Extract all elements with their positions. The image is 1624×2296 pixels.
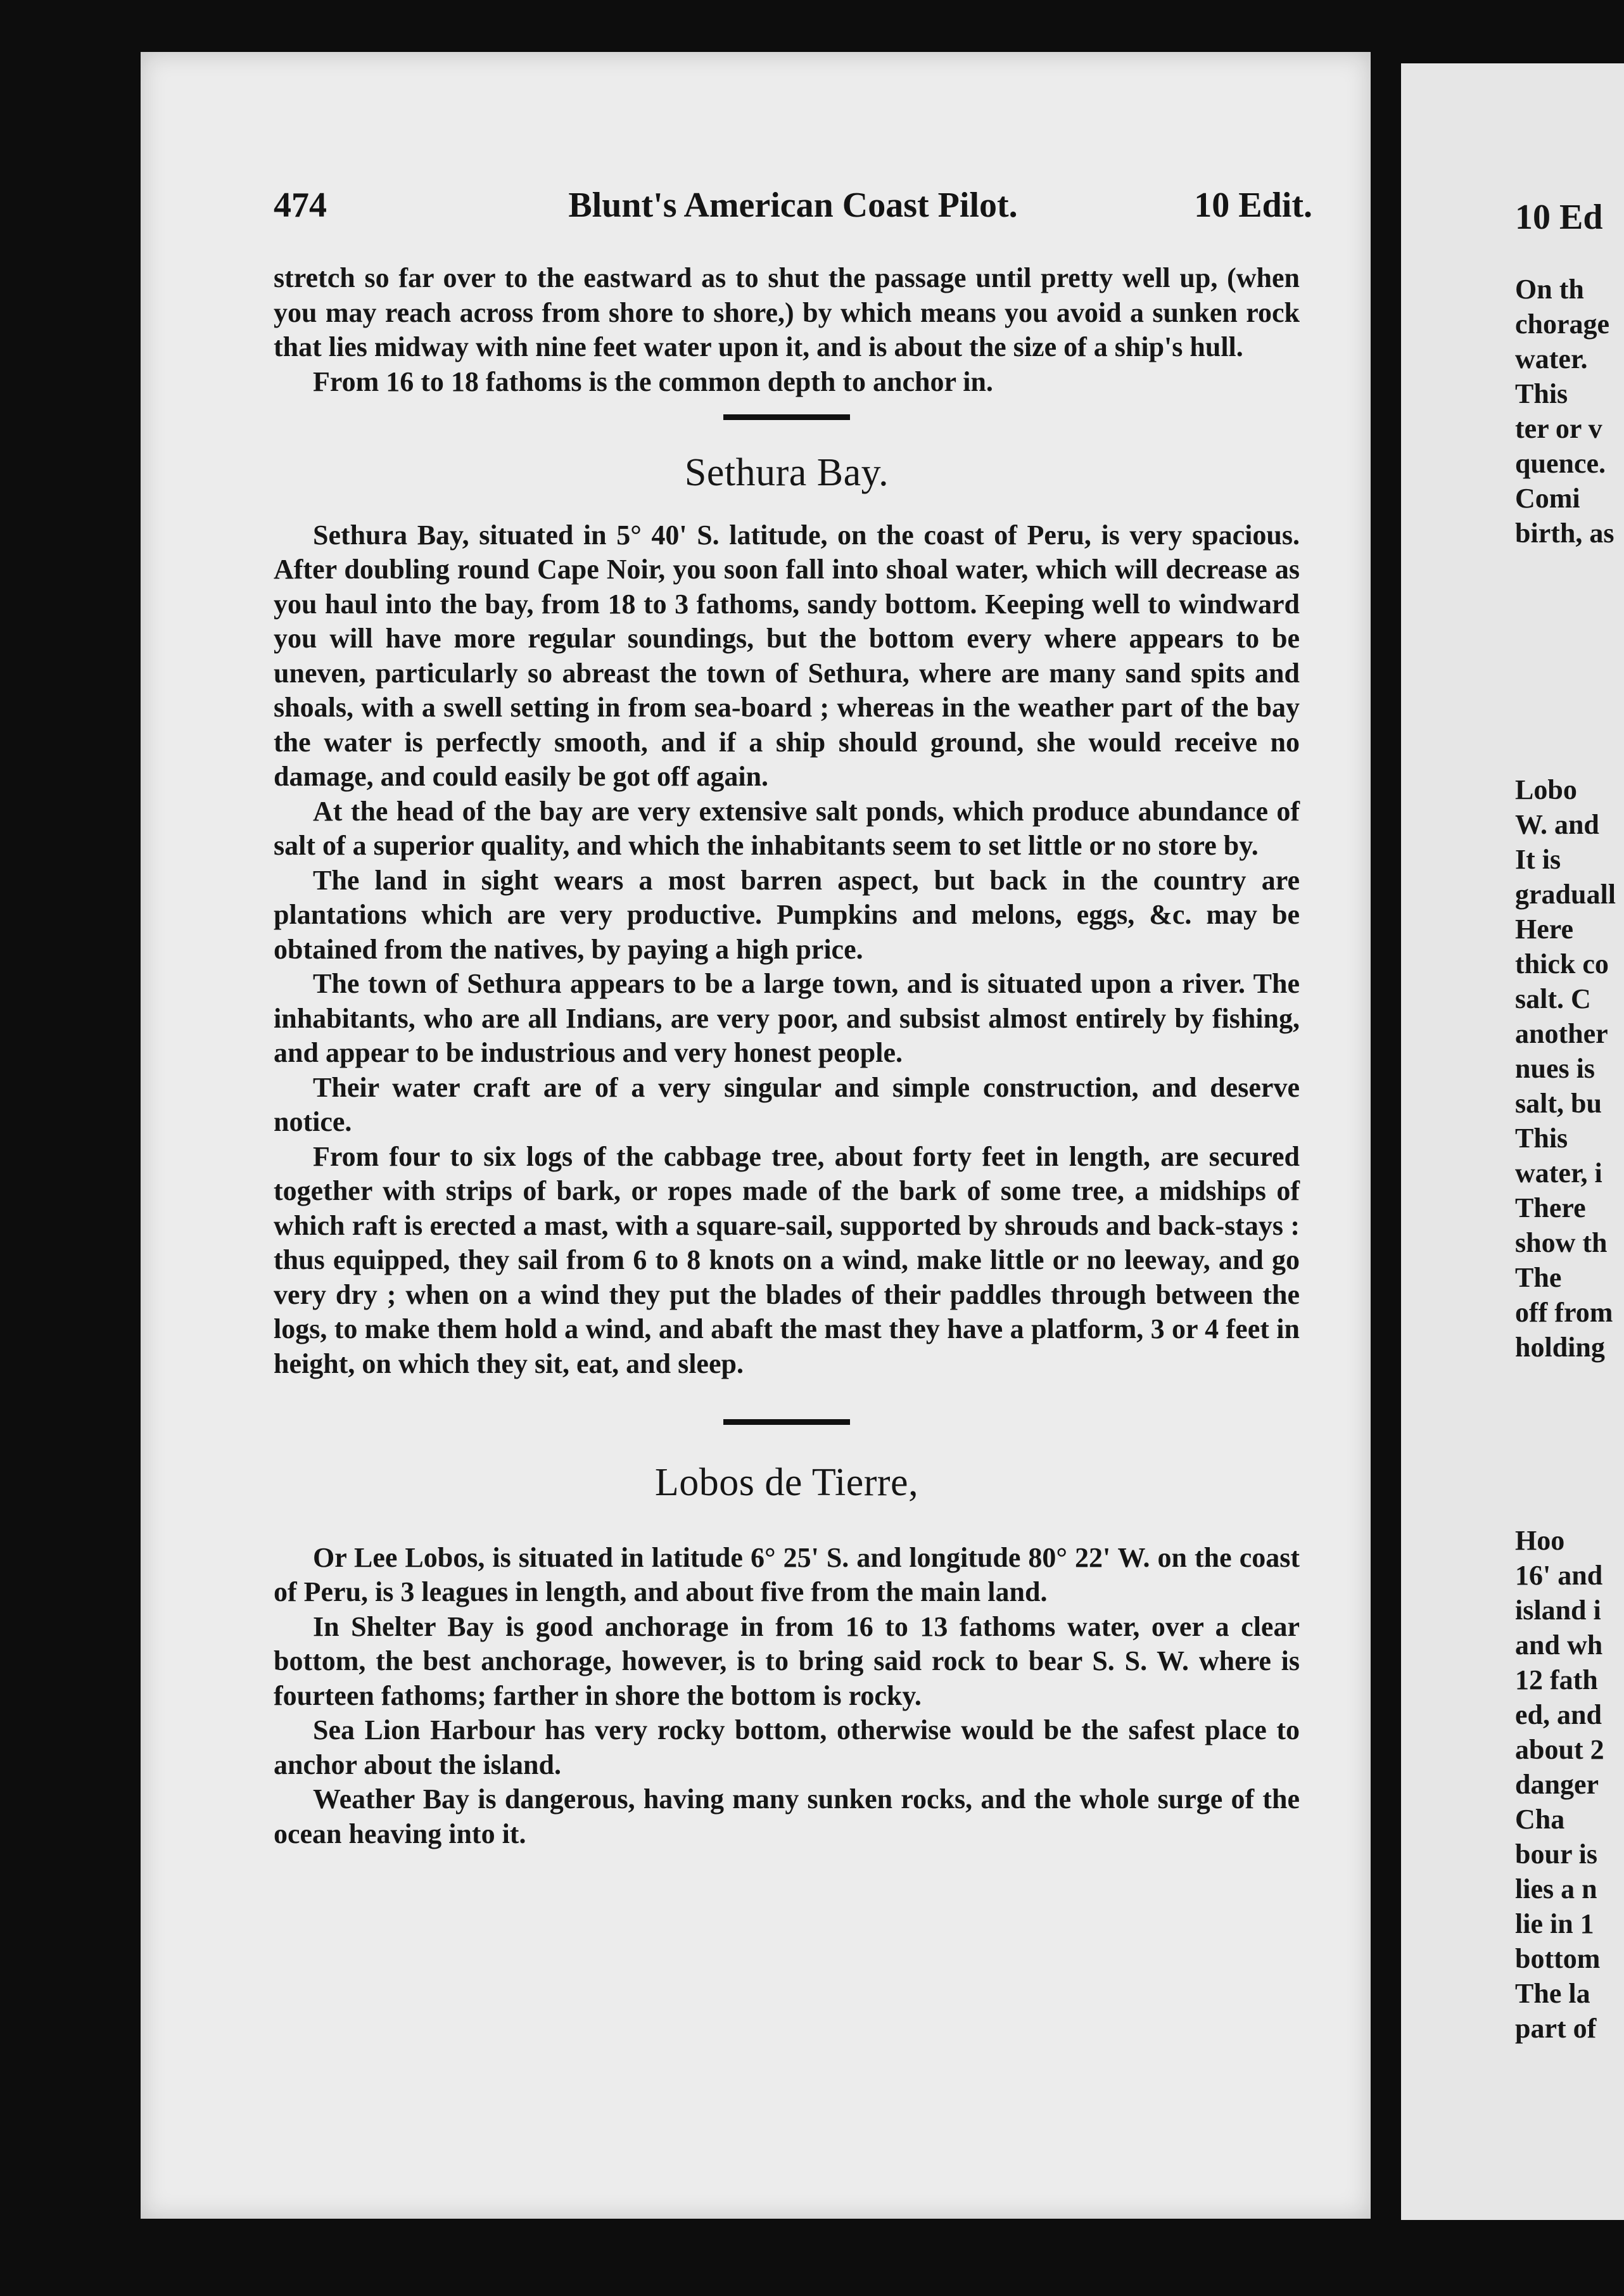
right-page-line: chorage <box>1515 309 1610 340</box>
section-divider-rule <box>723 1419 850 1425</box>
page-number: 474 <box>274 186 327 225</box>
right-page-line: lies a n <box>1515 1873 1597 1904</box>
right-page-line: This <box>1515 1123 1568 1154</box>
section-heading-lobos-de-tierre: Lobos de Tierre, <box>654 1461 919 1504</box>
paragraph: The town of Sethura appears to be a large town, and is situated upon a river. The inhabitants, who are all Indians, are very poor, and subsist almost entirely by fishing, and appear to be industrious and very honest people. <box>274 968 1300 1068</box>
left-page <box>141 52 1371 2219</box>
right-page-line: Here <box>1515 914 1574 945</box>
paragraph: Their water craft are of a very singular and simple construction, and deserve notice. <box>274 1071 1300 1137</box>
right-page-line: danger <box>1515 1769 1599 1800</box>
paragraph: The land in sight wears a most barren aspect, but back in the country are plantations which are very productive. Pumpkins and melons, eggs, &c. may be obtained from the natives, by paying a high price. <box>274 864 1300 965</box>
right-page-line: and wh <box>1515 1630 1603 1661</box>
continued-paragraph: stretch so far over to the eastward as to shut the passage until pretty well up, (when you may reach across from shore to shore,) by which means you avoid a sunken rock that lies midway with nine feet water upon it, and is about the size of a ship's hull. <box>274 262 1300 362</box>
right-page-line: There <box>1515 1192 1586 1223</box>
running-title: Blunt's American Coast Pilot. <box>568 186 1018 225</box>
right-page-line: bour is <box>1515 1839 1598 1870</box>
right-page-fragment <box>1401 63 1624 2220</box>
right-page-line: salt, bu <box>1515 1088 1602 1119</box>
right-page-line: thick co <box>1515 948 1609 979</box>
right-page-line: lie in 1 <box>1515 1908 1594 1939</box>
right-page-line: The <box>1515 1262 1562 1293</box>
right-page-line: W. and <box>1515 809 1599 840</box>
right-page-line: Cha <box>1515 1804 1565 1835</box>
right-page-line: part of <box>1515 2013 1597 2044</box>
right-page-line: Comi <box>1515 483 1580 514</box>
right-page-line: 12 fath <box>1515 1664 1598 1695</box>
right-page-line: graduall <box>1515 879 1616 910</box>
right-page-line: It is <box>1515 844 1561 875</box>
right-page-line: nues is <box>1515 1053 1595 1084</box>
right-page-line: salt. C <box>1515 983 1591 1014</box>
paragraph: Sea Lion Harbour has very rocky bottom, otherwise would be the safest place to anchor about the island. <box>274 1714 1300 1780</box>
paragraph: Or Lee Lobos, is situated in latitude 6° 25' S. and longitude 80° 22' W. on the coast of Peru, is 3 leagues in length, and about five from the main land. <box>274 1541 1300 1607</box>
right-page-line: off from <box>1515 1297 1613 1328</box>
paragraph: At the head of the bay are very extensive salt ponds, which produce abundance of salt of a superior quality, and which the inhabitants seem to set little or no store by. <box>274 795 1300 861</box>
right-page-line: bottom <box>1515 1943 1601 1974</box>
right-page-header: 10 Ed <box>1515 198 1603 237</box>
right-page-line: birth, as <box>1515 518 1614 549</box>
right-page-line: island i <box>1515 1595 1601 1626</box>
right-page-line: another <box>1515 1018 1608 1049</box>
right-page-line: Hoo <box>1515 1525 1565 1556</box>
right-page-line: Lobo <box>1515 774 1577 805</box>
right-page-line: This <box>1515 378 1568 409</box>
right-page-line: show th <box>1515 1227 1608 1258</box>
right-page-line: ter or v <box>1515 413 1602 444</box>
right-page-line: The la <box>1515 1978 1590 2009</box>
section-divider-rule <box>723 414 850 420</box>
page-body <box>274 261 1300 1851</box>
right-page-line: On th <box>1515 274 1584 305</box>
right-page-line: about 2 <box>1515 1734 1604 1765</box>
right-page-line: quence. <box>1515 448 1606 479</box>
right-page-line: water. <box>1515 343 1588 374</box>
running-header <box>274 185 1312 255</box>
edition-label: 10 Edit. <box>1194 186 1312 225</box>
section-heading-sethura-bay: Sethura Bay. <box>684 451 889 494</box>
right-page-line: 16' and <box>1515 1560 1603 1591</box>
right-page-line: holding <box>1515 1332 1605 1363</box>
paragraph: Sethura Bay, situated in 5° 40' S. latitude, on the coast of Peru, is very spacious. After doubling round Cape Noir, you soon fall into shoal water, which will decrease as you haul into the bay, from 18 to 3 fathoms, sandy bottom. Keeping well to windward you will have more regular soundings, but the bottom every where appears to be uneven, particularly so abreast the town of Sethura, where are many sand spits and shoals, with a swell setting in from sea-board ; whereas in the weather part of the bay the water is perfectly smooth, and if a ship should ground, she would receive no damage, and could easily be got off again. <box>274 519 1300 792</box>
paragraph: Weather Bay is dangerous, having many sunken rocks, and the whole surge of the ocean heaving into it. <box>274 1783 1300 1849</box>
paragraph: In Shelter Bay is good anchorage in from 16 to 13 fathoms water, over a clear bottom, the best anchorage, however, is to bring said rock to bear S. S. W. where is fourteen fathoms; farther in shore the bottom is rocky. <box>274 1610 1300 1711</box>
right-page-line: ed, and <box>1515 1699 1602 1730</box>
right-page-line: water, i <box>1515 1158 1602 1189</box>
paragraph: From 16 to 18 fathoms is the common depth to anchor in. <box>313 366 993 397</box>
paragraph: From four to six logs of the cabbage tree, about forty feet in length, are secured together with strips of bark, or ropes made of the bark of some tree, a midships of which raft is erected a mast, with a square-sail, supported by shrouds and back-stays : thus equipped, they sail from 6 to 8 knots on a wind, make little or no leeway, and go very dry ; when on a wind they put the blades of their paddles through between the logs, to make them hold a wind, and abaft the mast they have a platform, 3 or 4 feet in height, on which they sit, eat, and sleep. <box>274 1140 1300 1379</box>
